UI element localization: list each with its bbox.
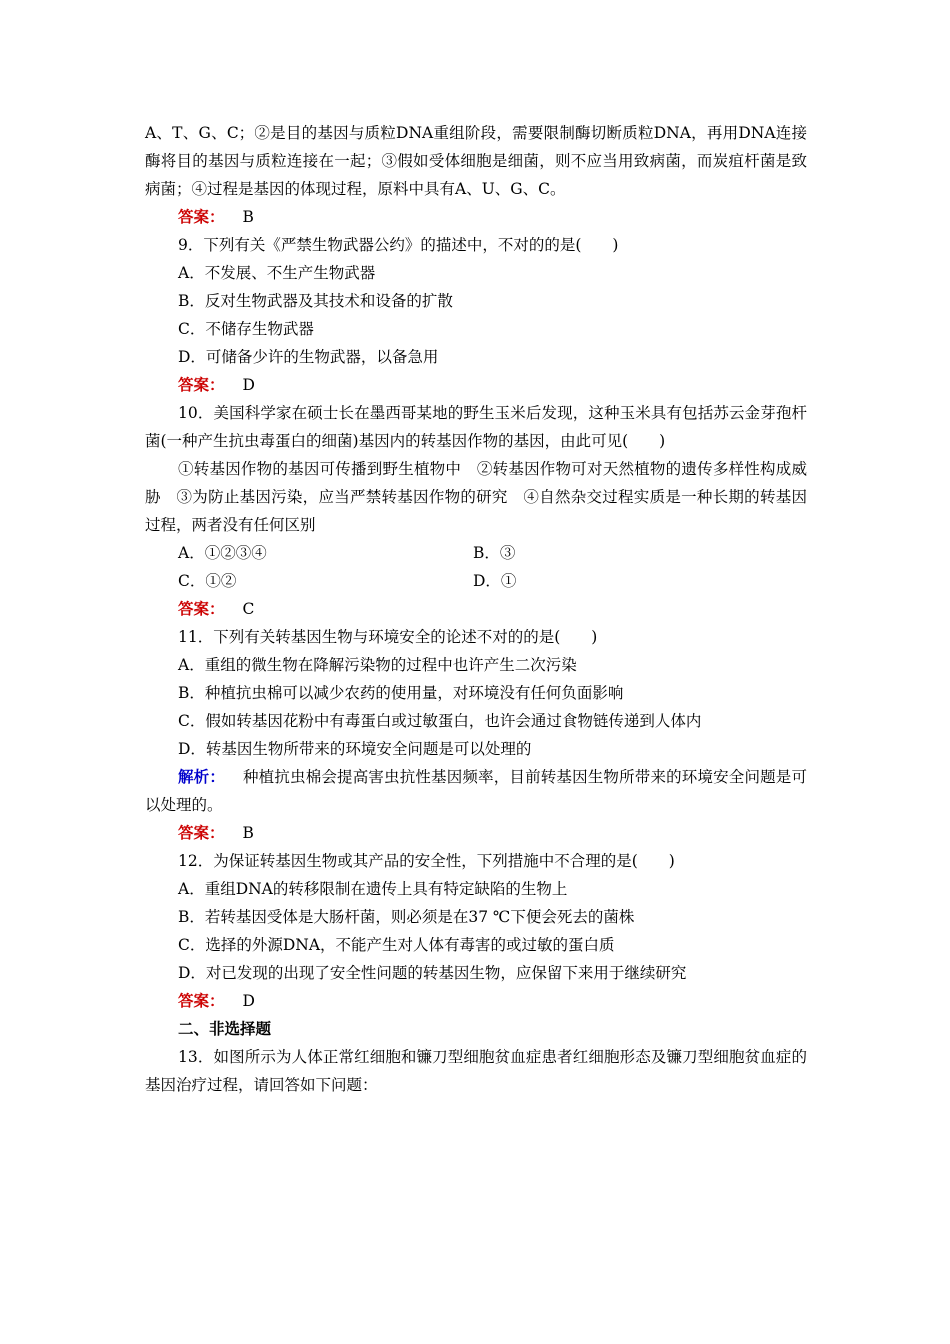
q11-stem: 11．下列有关转基因生物与环境安全的论述不对的的是( ) [178,628,598,646]
q8-explanation-continued: A、T、G、C；②是目的基因与质粒DNA重组阶段，需要限制酶切断质粒DNA，再用DNA连接酶将目的基因与质粒连接在一起；③假如受体细胞是细菌，则不应当用致病菌，而炭疽杆菌是致病菌；④过程是基因的体现过程，原料中具有A、U、G、C。 [145,124,807,198]
q9-answer [145,371,807,399]
q9-option-d: D．可储备少许的生物武器，以备急用 [178,348,439,366]
q11-option-d: D．转基因生物所带来的环境安全问题是可以处理的 [178,740,532,758]
q10-statements: ①转基因作物的基因可传播到野生植物中 ②转基因作物可对天然植物的遗传多样性构成威胁 ③为防止基因污染，应当严禁转基因作物的研究 ④自然杂交过程实质是一种长期的转基因过程，两者没有任何区别 [145,460,807,534]
q10-options-row-2 [145,567,807,595]
document-content [145,119,807,1099]
q11-option-c: C．假如转基因花粉中有毒蛋白或过敏蛋白，也许会通过食物链传递到人体内 [178,712,702,730]
q10-option-d: D．① [473,572,517,590]
q10-option-b: B．③ [473,544,516,562]
answer-label: 答案： [178,207,225,226]
q11-answer [145,819,807,847]
answer-value: D [242,376,255,394]
q10-option-a: A．①②③④ [178,544,267,562]
section-title: 二、非选择题 [178,1019,272,1038]
q11-option-b: B．种植抗虫棉可以减少农药的使用量，对环境没有任何负面影响 [178,684,624,702]
q8-answer [145,203,807,231]
q9-option-b: B．反对生物武器及其技术和设备的扩散 [178,292,453,310]
analysis-label: 解析： [178,767,226,786]
answer-label: 答案： [178,991,225,1010]
answer-value: C [242,600,255,618]
answer-label: 答案： [178,599,225,618]
q12-answer [145,987,807,1015]
q12-option-b: B．若转基因受体是大肠杆菌，则必须是在37 ℃下便会死去的菌株 [178,908,635,926]
answer-value: D [242,992,255,1010]
q12-option-d: D．对已发现的出现了安全性问题的转基因生物，应保留下来用于继续研究 [178,964,687,982]
analysis-text: 种植抗虫棉会提高害虫抗性基因频率，目前转基因生物所带来的环境安全问题是可以处理的。 [145,768,807,814]
q12-option-c: C．选择的外源DNA，不能产生对人体有毒害的或过敏的蛋白质 [178,936,615,954]
q9-option-a: A．不发展、不生产生物武器 [178,264,376,282]
answer-value: B [242,208,254,226]
q12-stem: 12．为保证转基因生物或其产品的安全性，下列措施中不合理的是( ) [178,852,675,870]
q10-option-c: C．①② [178,572,237,590]
q10-answer [145,595,807,623]
q11-analysis [145,763,807,819]
q13-stem: 13．如图所示为人体正常红细胞和镰刀型细胞贫血症患者红细胞形态及镰刀型细胞贫血症的基因治疗过程，请回答如下问题： [145,1048,807,1094]
q11-option-a: A．重组的微生物在降解污染物的过程中也许产生二次污染 [178,656,577,674]
q10-stem: 10．美国科学家在硕士长在墨西哥某地的野生玉米后发现，这种玉米具有包括苏云金芽孢杆菌(一种产生抗虫毒蛋白的细菌)基因内的转基因作物的基因，由此可见( ) [145,404,807,450]
answer-label: 答案： [178,375,225,394]
q10-options-row-1 [145,539,807,567]
q12-option-a: A．重组DNA的转移限制在遗传上具有特定缺陷的生物上 [178,880,568,898]
q9-stem: 9．下列有关《严禁生物武器公约》的描述中，不对的的是( ) [178,236,619,254]
answer-label: 答案： [178,823,225,842]
q9-option-c: C．不储存生物武器 [178,320,314,338]
answer-value: B [242,824,254,842]
